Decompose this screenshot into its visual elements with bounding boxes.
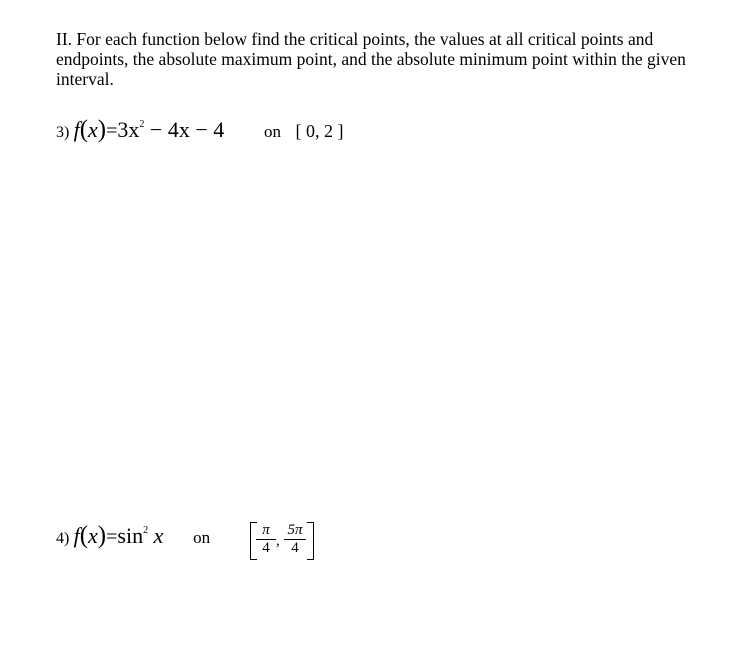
- interval: [ 0, 2 ]: [295, 121, 344, 141]
- upper-bound-fraction: [284, 522, 306, 557]
- interval-separator: ,: [276, 533, 280, 549]
- expression-rest: − 4x − 4: [144, 117, 225, 142]
- exponent: 2: [143, 525, 149, 536]
- expression-rest: x: [153, 523, 164, 548]
- interval: [250, 520, 314, 560]
- variable: x: [88, 523, 98, 548]
- numerator: 5π: [287, 522, 303, 538]
- left-paren: (: [79, 522, 89, 549]
- denominator: 4: [291, 540, 299, 556]
- variable: x: [88, 117, 98, 142]
- on-label: on: [263, 122, 281, 141]
- expression-term: sin: [117, 523, 144, 548]
- equals-sign: =: [106, 526, 118, 548]
- right-paren: ): [97, 522, 107, 549]
- right-paren: ): [97, 116, 107, 143]
- problem-3: [56, 116, 343, 144]
- denominator: 4: [262, 540, 270, 556]
- numerator: π: [262, 522, 270, 538]
- lower-bound-fraction: [256, 522, 276, 557]
- function-expression: [74, 523, 169, 548]
- on-label: on: [193, 528, 211, 547]
- exponent: 2: [139, 119, 145, 130]
- problem-4: [56, 522, 303, 556]
- equals-sign: =: [106, 120, 118, 142]
- problem-number: 4): [56, 530, 70, 547]
- function-name: f: [73, 523, 80, 548]
- function-expression: [74, 117, 230, 142]
- instructions-text: II. For each function below find the critical points, the values at all critical points and endpoints, the absolute maximum point, and the absolute minimum point within the given interval.: [56, 29, 686, 89]
- left-paren: (: [79, 116, 89, 143]
- function-name: f: [73, 117, 80, 142]
- expression-term: 3x: [117, 117, 140, 142]
- right-bracket: [307, 522, 314, 560]
- problem-number: 3): [56, 124, 70, 141]
